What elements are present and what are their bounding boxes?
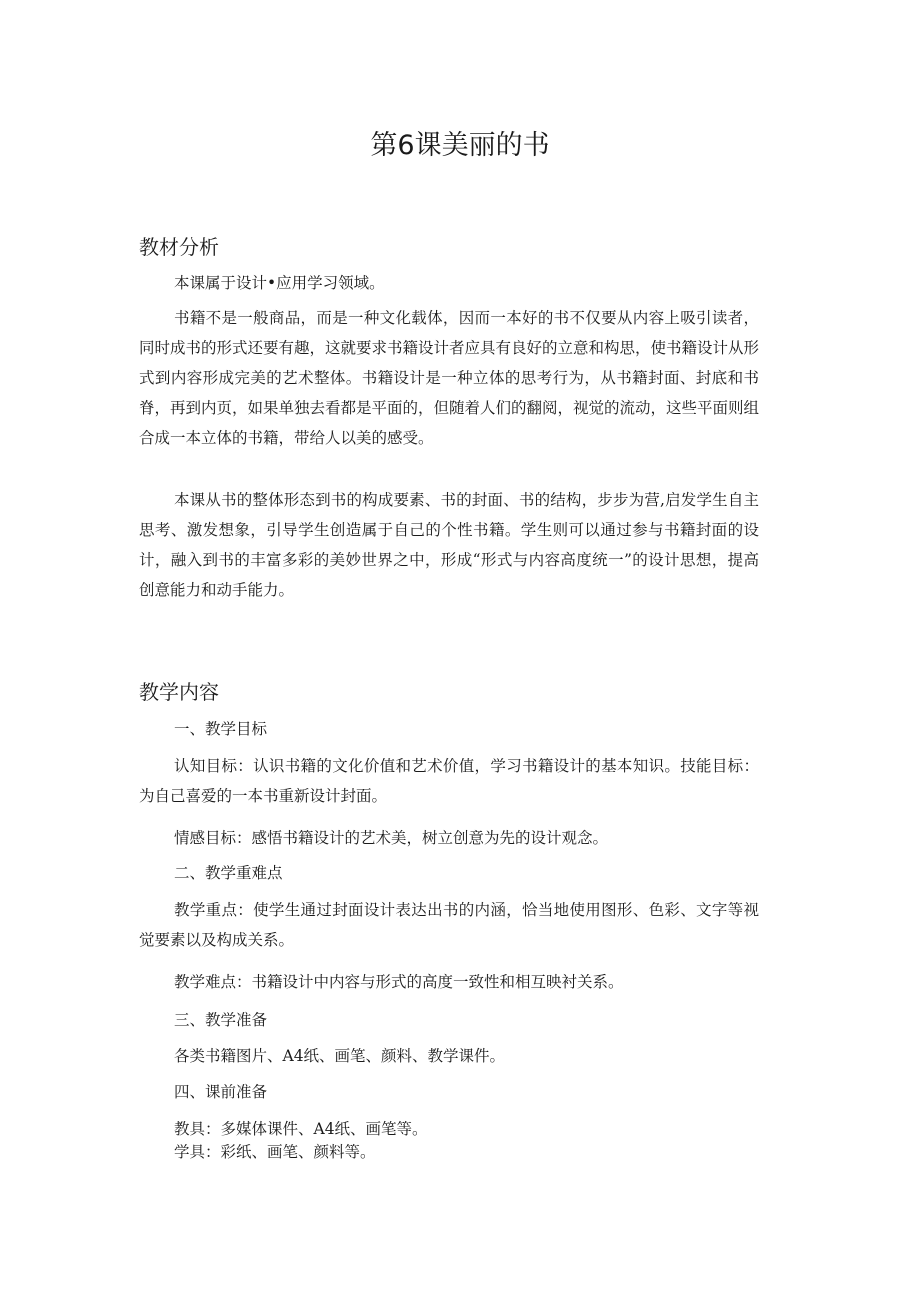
preparation-paragraph-1: 各类书籍图片、A4纸、画笔、颜料、教学课件。 [174, 1047, 506, 1065]
objectives-paragraph-2: 情感目标：感悟书籍设计的艺术美，树立创意为先的设计观念。 [174, 829, 609, 847]
keypoints-paragraph-1: 教学重点：使学生通过封面设计表达出书的内涵，恰当地使用图形、色彩、文字等视觉要素以及构成关系。 [139, 901, 759, 949]
objectives-paragraph-1: 认知目标：认识书籍的文化价值和艺术价值，学习书籍设计的基本知识。技能目标：为自己喜爱的一本书重新设计封面。 [139, 757, 759, 805]
subsection-title-preparation: 三、教学准备 [174, 1011, 268, 1029]
subsection-title-keypoints: 二、教学重难点 [174, 864, 283, 882]
subsection-title-pre-class: 四、课前准备 [174, 1083, 268, 1101]
pre-class-teacher-tools: 教具：多媒体课件、A4纸、画笔等。 [174, 1120, 428, 1138]
analysis-paragraph-1: 本课属于设计•应用学习领域。 [174, 274, 385, 292]
section-heading-analysis: 教材分析 [139, 235, 219, 259]
section-heading-content: 教学内容 [139, 680, 219, 704]
page-title: 第6课美丽的书 [370, 130, 550, 161]
subsection-title-objectives: 一、教学目标 [174, 720, 268, 738]
analysis-paragraph-3: 本课从书的整体形态到书的构成要素、书的封面、书的结构，步步为营,启发学生自主思考、激发想象，引导学生创造属于自己的个性书籍。学生则可以通过参与书籍封面的设计，融入到书的丰富多彩的美妙世界之中，形成“形式与内容高度统一”的设计思想，提高创意能力和动手能力。 [139, 491, 759, 599]
pre-class-student-tools: 学具：彩纸、画笔、颜料等。 [174, 1143, 376, 1161]
keypoints-paragraph-2: 教学难点：书籍设计中内容与形式的高度一致性和相互映衬关系。 [174, 973, 624, 991]
analysis-paragraph-2: 书籍不是一般商品，而是一种文化载体，因而一本好的书不仅要从内容上吸引读者，同时成书的形式还要有趣，这就要求书籍设计者应具有良好的立意和构思，使书籍设计从形式到内容形成完美的艺术整体。书籍设计是一种立体的思考行为，从书籍封面、封底和书脊，再到内页，如果单独去看都是平面的，但随着人们的翻阅，视觉的流动，这些平面则组合成一本立体的书籍，带给人以美的感受。 [139, 309, 760, 447]
